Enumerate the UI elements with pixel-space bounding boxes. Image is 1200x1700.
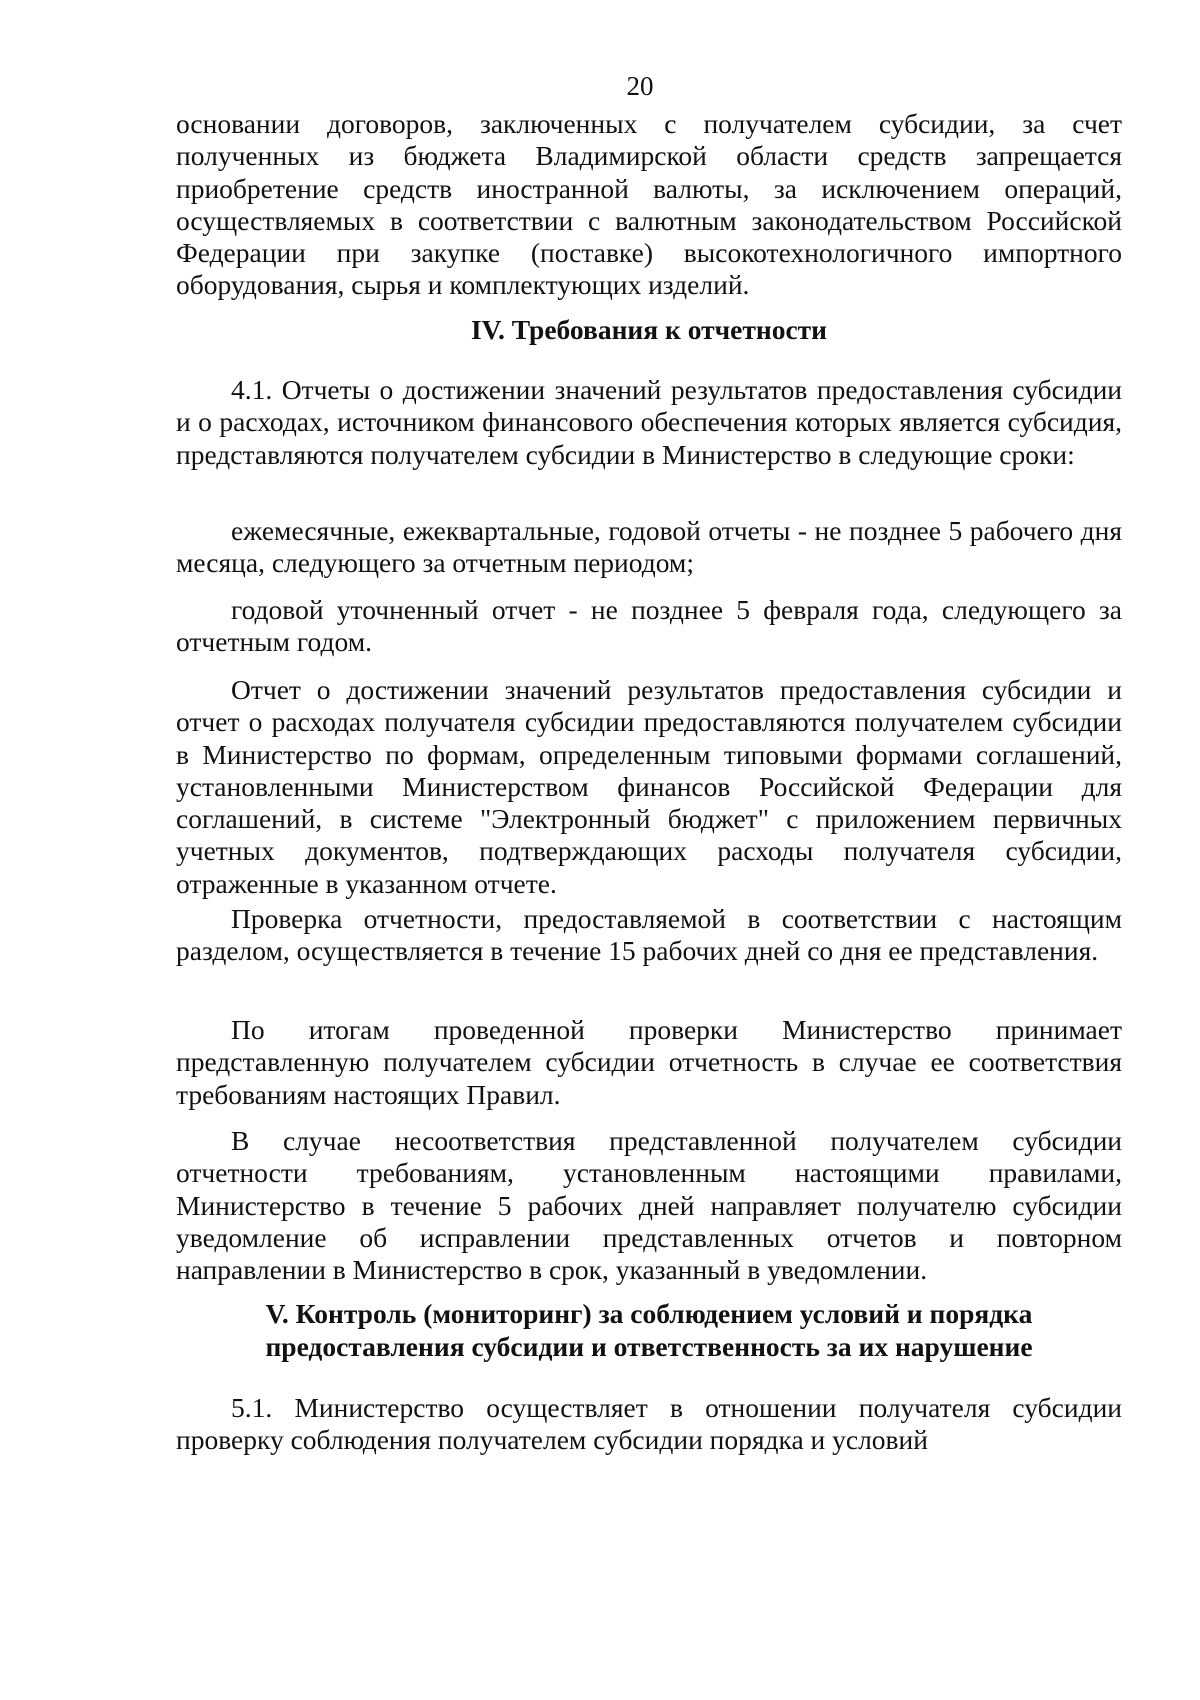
section-4-heading: IV. Требования к отчетности (470, 314, 828, 345)
paragraph-annual-report: годовой уточненный отчет - не позднее 5 февраля года, следующего за отчетным годом. (176, 594, 1122, 658)
section-5-heading-line-1: V. Контроль (мониторинг) за соблюдением условий и порядка (265, 1298, 1033, 1329)
paragraph-continuation: основании договоров, заключенных с получателем субсидии, за счет полученных из бюджета Владимирской области средств запрещается приобретение средств иностранной валюты, за исключением операций, осуществляемых в соответствии с валютным законодательством Российской Федерации при закупке (поставке) высокотехнологичного импортного оборудования, сырья и комплектующих изделий. (176, 108, 1122, 301)
section-5-heading-line-2: предоставления субсидии и ответственность за их нарушение (265, 1330, 1033, 1362)
paragraph-report-acceptance: По итогам проведенной проверки Министерство принимает представленную получателем субсидии отчетность в случае ее соответствия требованиям настоящих Правил. (176, 1014, 1122, 1110)
paragraph-report-check: Проверка отчетности, предоставляемой в соответствии с настоящим разделом, осуществляется в течение 15 рабочих дней со дня ее представления. (176, 903, 1122, 967)
page-number: 20 (626, 71, 654, 101)
paragraph-monthly-reports: ежемесячные, ежеквартальные, годовой отчеты - не позднее 5 рабочего дня месяца, следующего за отчетным периодом; (176, 515, 1122, 579)
section-5-heading (176, 1298, 1122, 1363)
paragraph-report-forms: Отчет о достижении значений результатов предоставления субсидии и отчет о расходах получателя субсидии предоставляются получателем субсидии в Министерство по формам, определенным типовыми формами соглашений, установленными Министерством финансов Российской Федерации для соглашений, в системе "Электронный бюджет" с приложением первичных учетных документов, подтверждающих расходы получателя субсидии, отраженные в указанном отчете. (176, 674, 1122, 899)
paragraph-5-1: 5.1. Министерство осуществляет в отношении получателя субсидии проверку соблюдения получателем субсидии порядка и условий (176, 1392, 1122, 1456)
paragraph-report-mismatch: В случае несоответствия представленной получателем субсидии отчетности требованиям, установленным настоящими правилами, Министерство в течение 5 рабочих дней направляет получателю субсидии уведомление об исправлении представленных отчетов и повторном направлении в Министерство в срок, указанный в уведомлении. (176, 1125, 1122, 1286)
paragraph-4-1: 4.1. Отчеты о достижении значений результатов предоставления субсидии и о расходах, источником финансового обеспечения которых является субсидия, представляются получателем субсидии в Министерство в следующие сроки: (176, 374, 1122, 470)
